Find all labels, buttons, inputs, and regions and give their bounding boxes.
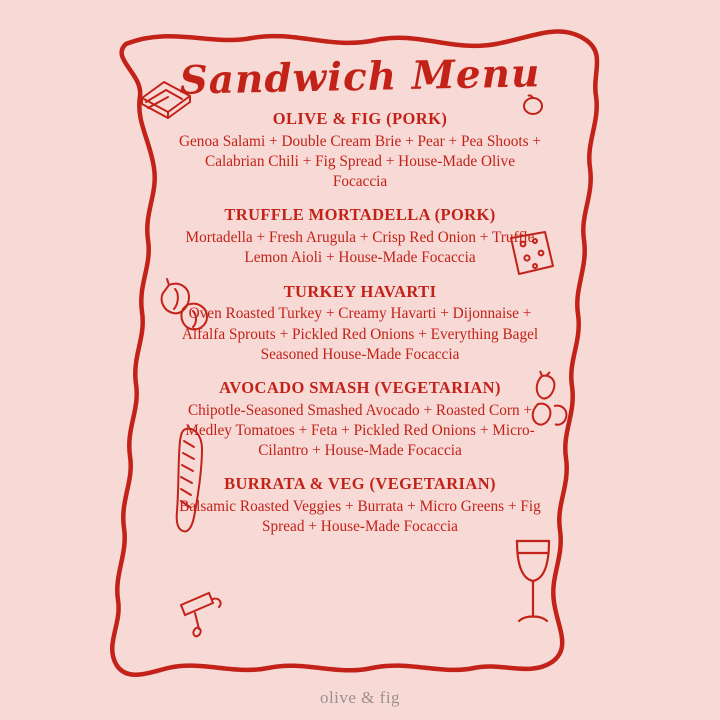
menu-item-description: Genoa Salami + Double Cream Brie + Pear + Pea Shoots + Calabrian Chili + Fig Spread + House-Made Olive Focaccia (178, 132, 542, 191)
menu-item-name: AVOCADO SMASH (VEGETARIAN) (219, 377, 501, 397)
menu-item-description: Chipotle-Seasoned Smashed Avocado + Roasted Corn + Medley Tomatoes + Feta + Pickled Red Onions + Micro-Cilantro + House-Made Focaccia (185, 401, 535, 460)
page-title: Sandwich Menu (179, 50, 541, 104)
menu-content (150, 40, 570, 550)
wine-opener-illustration (175, 585, 225, 643)
menu-item (150, 474, 570, 537)
menu-item-description: Oven Roasted Turkey + Creamy Havarti + Dijonnaise + Alfalfa Sprouts + Pickled Red Onions + Everything Bagel Seasoned House-Made Focaccia (181, 305, 539, 363)
menu-item (150, 282, 570, 365)
menu-item-name: OLIVE & FIG (PORK) (272, 109, 448, 128)
menu-item-description: Mortadella + Fresh Arugula + Crisp Red Onion + Truffle Lemon Aioli + House-Made Focaccia (185, 229, 535, 267)
menu-item (150, 205, 570, 268)
menu-item (150, 109, 570, 192)
menu-item-name: TRUFFLE MORTADELLA (PORK) (224, 205, 496, 225)
menu-item (150, 378, 570, 461)
menu-item-description: Balsamic Roasted Veggies + Burrata + Micro Greens + Fig Spread + House-Made Focaccia (179, 498, 541, 536)
footer-brand: olive & fig (319, 688, 401, 707)
menu-item-name: BURRATA & VEG (VEGETARIAN) (224, 474, 496, 494)
menu-item-name: TURKEY HAVARTI (283, 281, 437, 301)
